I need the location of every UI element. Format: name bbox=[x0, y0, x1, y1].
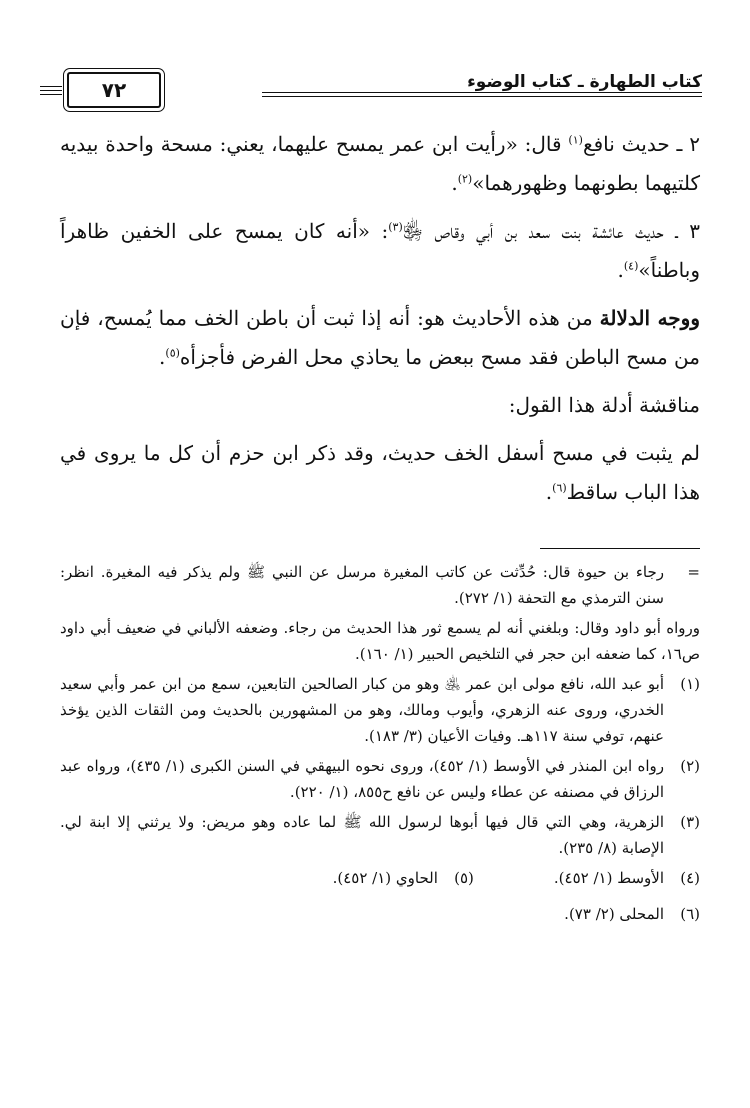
page-number-ornament bbox=[40, 86, 62, 87]
footnote-5 bbox=[333, 865, 474, 891]
text-run: . bbox=[451, 171, 458, 195]
footnote-mark: (٣) bbox=[680, 813, 700, 831]
footnote-3 bbox=[60, 809, 700, 861]
footnote-ref[interactable]: (٣) bbox=[388, 220, 403, 234]
footnote-continuation bbox=[60, 559, 700, 611]
footnote-text: الزهرية، وهي التي قال فيها أبوها لرسول الله ﷺ لما عاده وهو مريض: ولا يرثني إلا ابنة لي. الإصابة (٨/ ٢٣٥). bbox=[60, 813, 664, 857]
footnote-ref[interactable]: (٤) bbox=[623, 259, 639, 273]
running-title: كتاب الطهارة ـ كتاب الوضوء bbox=[467, 72, 702, 92]
paragraph-discussion bbox=[60, 434, 700, 512]
footnote-mark: (٥) bbox=[454, 869, 474, 887]
footnote-mark: (١) bbox=[680, 675, 700, 693]
footnote-mark: (٦) bbox=[680, 905, 700, 923]
page-number-ornament bbox=[40, 90, 62, 91]
paragraph-hadith-nafi bbox=[60, 125, 700, 203]
section-heading: مناقشة أدلة هذا القول: bbox=[508, 393, 700, 417]
footnote-text: الحاوي (١/ ٤٥٢). bbox=[332, 869, 438, 887]
footnotes bbox=[60, 548, 700, 931]
text-run: قال: «رأيت ابن عمر يمسح عليهما، يعني: مسحة واحدة بيديه كلتيهما بطونهما وظهورهما» bbox=[60, 132, 700, 195]
text-run: ٢ ـ حديث نافع bbox=[582, 132, 700, 156]
header-rule bbox=[262, 92, 702, 93]
footnote-2 bbox=[60, 753, 700, 805]
footnote-text: الأوسط (١/ ٤٥٢). bbox=[553, 869, 664, 887]
page-number-ornament bbox=[40, 94, 62, 95]
text-run: . bbox=[159, 345, 166, 369]
text-run: من هذه الأحاديث هو: أنه إذا ثبت أن باطن الخف مما يُمسح، فإن من مسح الباطن فقد مسح ببعض ما يحاذي محل الفرض فأجزأه bbox=[60, 306, 700, 369]
footnote-4 bbox=[554, 865, 700, 891]
footnote-mark: = bbox=[687, 563, 700, 581]
footnote-text: رجاء بن حيوة قال: حُدِّثت عن كاتب المغيرة مرسل عن النبي ﷺ ولم يذكر فيه المغيرة. انظر: سنن الترمذي مع التحفة (١/ ٢٧٢). bbox=[60, 563, 664, 607]
footnote-ref[interactable]: (٥) bbox=[165, 346, 180, 360]
text-run: . bbox=[545, 480, 553, 504]
text-run: : «أنه كان يمسح على الخفين ظاهراً وباطناً» bbox=[60, 219, 700, 282]
footnote-1 bbox=[60, 671, 700, 749]
paragraph-evidence bbox=[60, 299, 700, 377]
footnote-separator bbox=[540, 548, 700, 549]
footnote-mark: (٤) bbox=[680, 869, 700, 887]
footnote-continuation-2 bbox=[60, 615, 700, 667]
footnote-text: رواه ابن المنذر في الأوسط (١/ ٤٥٢)، وروى نحوه البيهقي في السنن الكبرى (١/ ٤٣٥)، ورواه عبد الرزاق في مصنفه عن عطاء وليس عن نافع ح٨٥٥، (١/ ٢٢٠). bbox=[60, 757, 664, 801]
footnote-pair-4-5 bbox=[60, 865, 700, 895]
text-run: . bbox=[617, 258, 624, 282]
page-header bbox=[40, 72, 702, 122]
footnote-text: ورواه أبو داود وقال: وبلغني أنه لم يسمع ثور هذا الحديث من رجاء. وضعفه الألباني في ضعيف أبي داود ص١٦، كما ضعفه ابن حجر في التلخيص الحبير (١/ ١٦٠). bbox=[60, 619, 700, 663]
footnote-6 bbox=[60, 901, 700, 927]
footnote-mark: (٢) bbox=[680, 757, 700, 775]
main-text bbox=[60, 125, 700, 521]
footnote-text: أبو عبد الله، نافع مولى ابن عمر ﵁ وهو من كبار الصالحين التابعين، سمع من ابن عمر وأبي سعيد الخدري، وروى عنه الزهري، وأيوب ومالك، وهو من المشهورين بالحديث ومن الثقات الذين يؤخذ عنهم، توفي سنة ١١٧هـ. وفيات الأعيان (٣/ ١٨٣). bbox=[60, 675, 664, 745]
footnote-ref[interactable]: (٢) bbox=[457, 172, 473, 186]
footnote-ref[interactable]: (١) bbox=[568, 133, 583, 147]
header-rule bbox=[262, 96, 702, 97]
paragraph-hadith-aisha bbox=[60, 212, 700, 290]
footnote-text: المحلى (٢/ ٧٣). bbox=[564, 905, 664, 923]
footnote-ref[interactable]: (٦) bbox=[552, 481, 567, 495]
text-run: لم يثبت في مسح أسفل الخف حديث، وقد ذكر ابن حزم أن كل ما يروى في هذا الباب ساقط bbox=[60, 441, 700, 504]
bold-term: ووجه الدلالة bbox=[599, 306, 700, 330]
page-number: ٧٢ bbox=[67, 72, 161, 108]
text-run: ٣ ـ حديث عائشة بنت سعد بن أبي وقاص ﵂ bbox=[402, 219, 700, 243]
